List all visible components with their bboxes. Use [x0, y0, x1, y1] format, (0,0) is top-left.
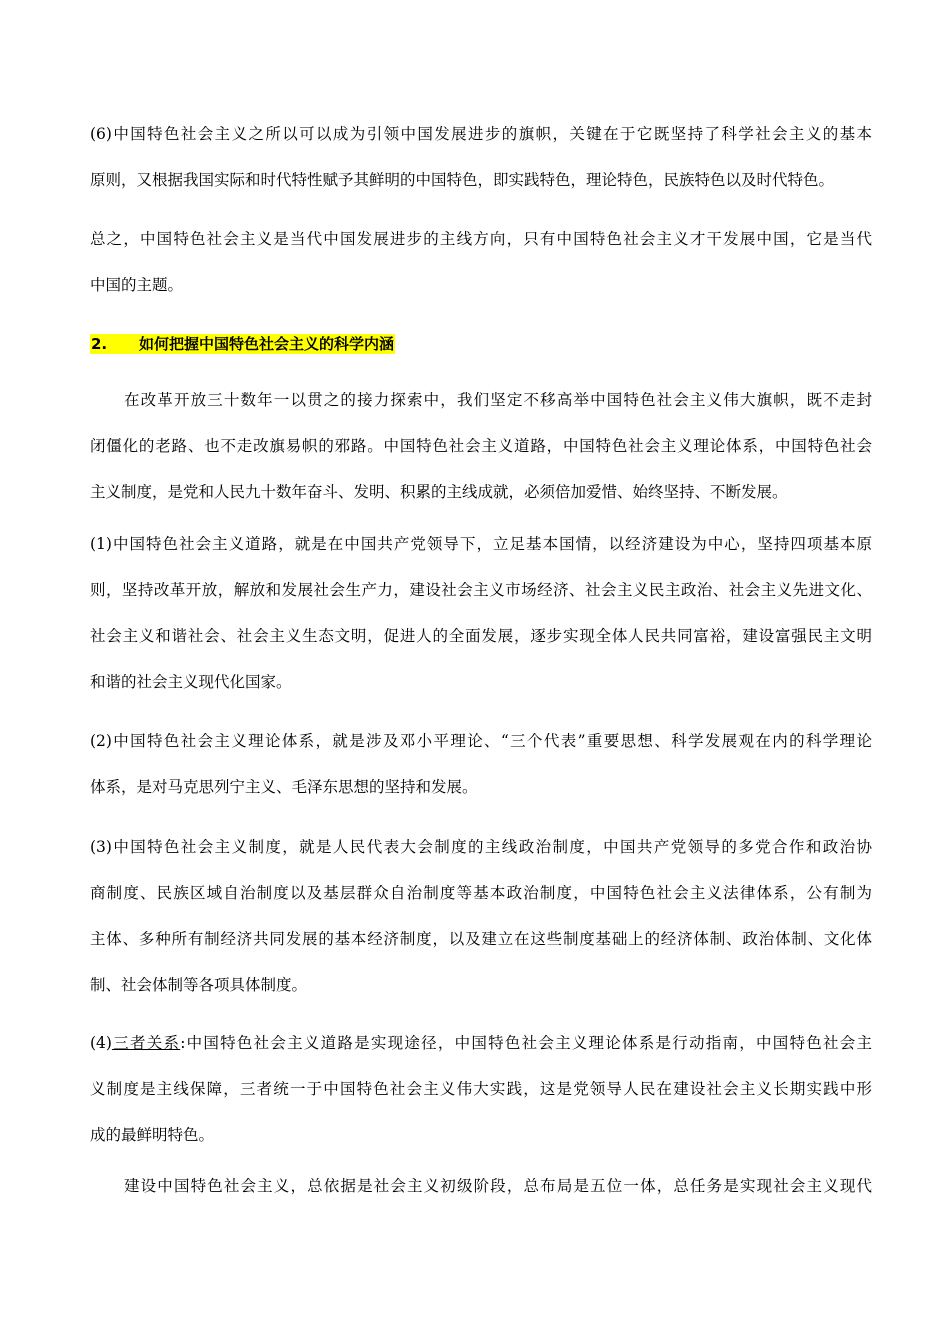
text-line: 主义制度，是党和人民九十数年奋斗、发明、积累的主线成就，必须倍加爱惜、始终坚持、不断发展。	[90, 483, 788, 501]
text-line: 在改革开放三十数年一以贯之的接力探索中，我们坚定不移高举中国特色社会主义伟大旗帜，既不走封	[124, 391, 872, 409]
text-line: 和谐的社会主义现代化国家。	[90, 673, 292, 691]
text-line: 原则，又根据我国实际和时代特性赋予其鲜明的中国特色，即实践特色，理论特色，民族特色以及时代特色。	[90, 171, 835, 189]
paragraph-intro	[90, 390, 872, 502]
text-line: 闭僵化的老路、也不走改旗易帜的邪路。中国特色社会主义道路，中国特色社会主义理论体系，中国特色社会	[90, 437, 872, 455]
text-line: 中国的主题。	[90, 276, 184, 294]
text-line: (3)中国特色社会主义制度，就是人民代表大会制度的主线政治制度，中国共产党领导的多党合作和政治协	[90, 838, 872, 856]
section-heading	[90, 334, 395, 354]
underlined-term: 三者关系	[111, 1034, 181, 1052]
text-line: 则，坚持改革开放，解放和发展社会生产力，建设社会主义市场经济、社会主义民主政治、社会主义先进文化、	[90, 581, 872, 599]
text-line: 体系，是对马克思列宁主义、毛泽东思想的坚持和发展。	[90, 778, 478, 796]
text-line: (1)中国特色社会主义道路，就是在中国共产党领导下，立足基本国情，以经济建设为中心，坚持四项基本原	[90, 535, 872, 553]
paragraph-6	[90, 124, 872, 190]
text-line: 成的最鲜明特色。	[90, 1126, 215, 1144]
text-line: 总之，中国特色社会主义是当代中国发展进步的主线方向，只有中国特色社会主义才干发展中国，它是当代	[90, 230, 872, 248]
text-line: 建设中国特色社会主义，总依据是社会主义初级阶段，总布局是五位一体，总任务是实现社会主义现代	[124, 1177, 872, 1195]
text-line: 主体、多种所有制经济共同发展的基本经济制度，以及建立在这些制度基础上的经济体制、政治体制、文化体	[90, 930, 872, 948]
paragraph-relations	[90, 1033, 872, 1145]
line-rest: :中国特色社会主义道路是实现途径，中国特色社会主义理论体系是行动指南，中国特色社会主	[180, 1034, 872, 1052]
text-line: 义制度是主线保障，三者统一于中国特色社会主义伟大实践，这是党领导人民在建设社会主义长期实践中形	[90, 1080, 872, 1098]
text-line: (6)中国特色社会主义之所以可以成为引领中国发展进步的旗帜，关键在于它既坚持了科学社会主义的基本	[90, 125, 872, 143]
section-number: 2.	[91, 335, 108, 353]
text-line	[90, 1033, 872, 1053]
text-line: 社会主义和谐社会、社会主义生态文明，促进人的全面发展，逐步实现全体人民共同富裕，建设富强民主文明	[90, 627, 872, 645]
paragraph-construction	[90, 1176, 872, 1196]
paragraph-summary	[90, 229, 872, 295]
text-line: (2)中国特色社会主义理论体系，就是涉及邓小平理论、“三个代表”重要思想、科学发展观在内的科学理论	[90, 732, 872, 750]
text-line: 商制度、民族区域自治制度以及基层群众自治制度等基本政治制度，中国特色社会主义法律体系，公有制为	[90, 884, 872, 902]
section-title: 如何把握中国特色社会主义的科学内涵	[139, 335, 395, 353]
text-line: 制、社会体制等各项具体制度。	[90, 976, 308, 994]
paragraph-theory	[90, 731, 872, 797]
item-number: (4)	[90, 1034, 112, 1052]
paragraph-road	[90, 534, 872, 692]
paragraph-system	[90, 837, 872, 995]
